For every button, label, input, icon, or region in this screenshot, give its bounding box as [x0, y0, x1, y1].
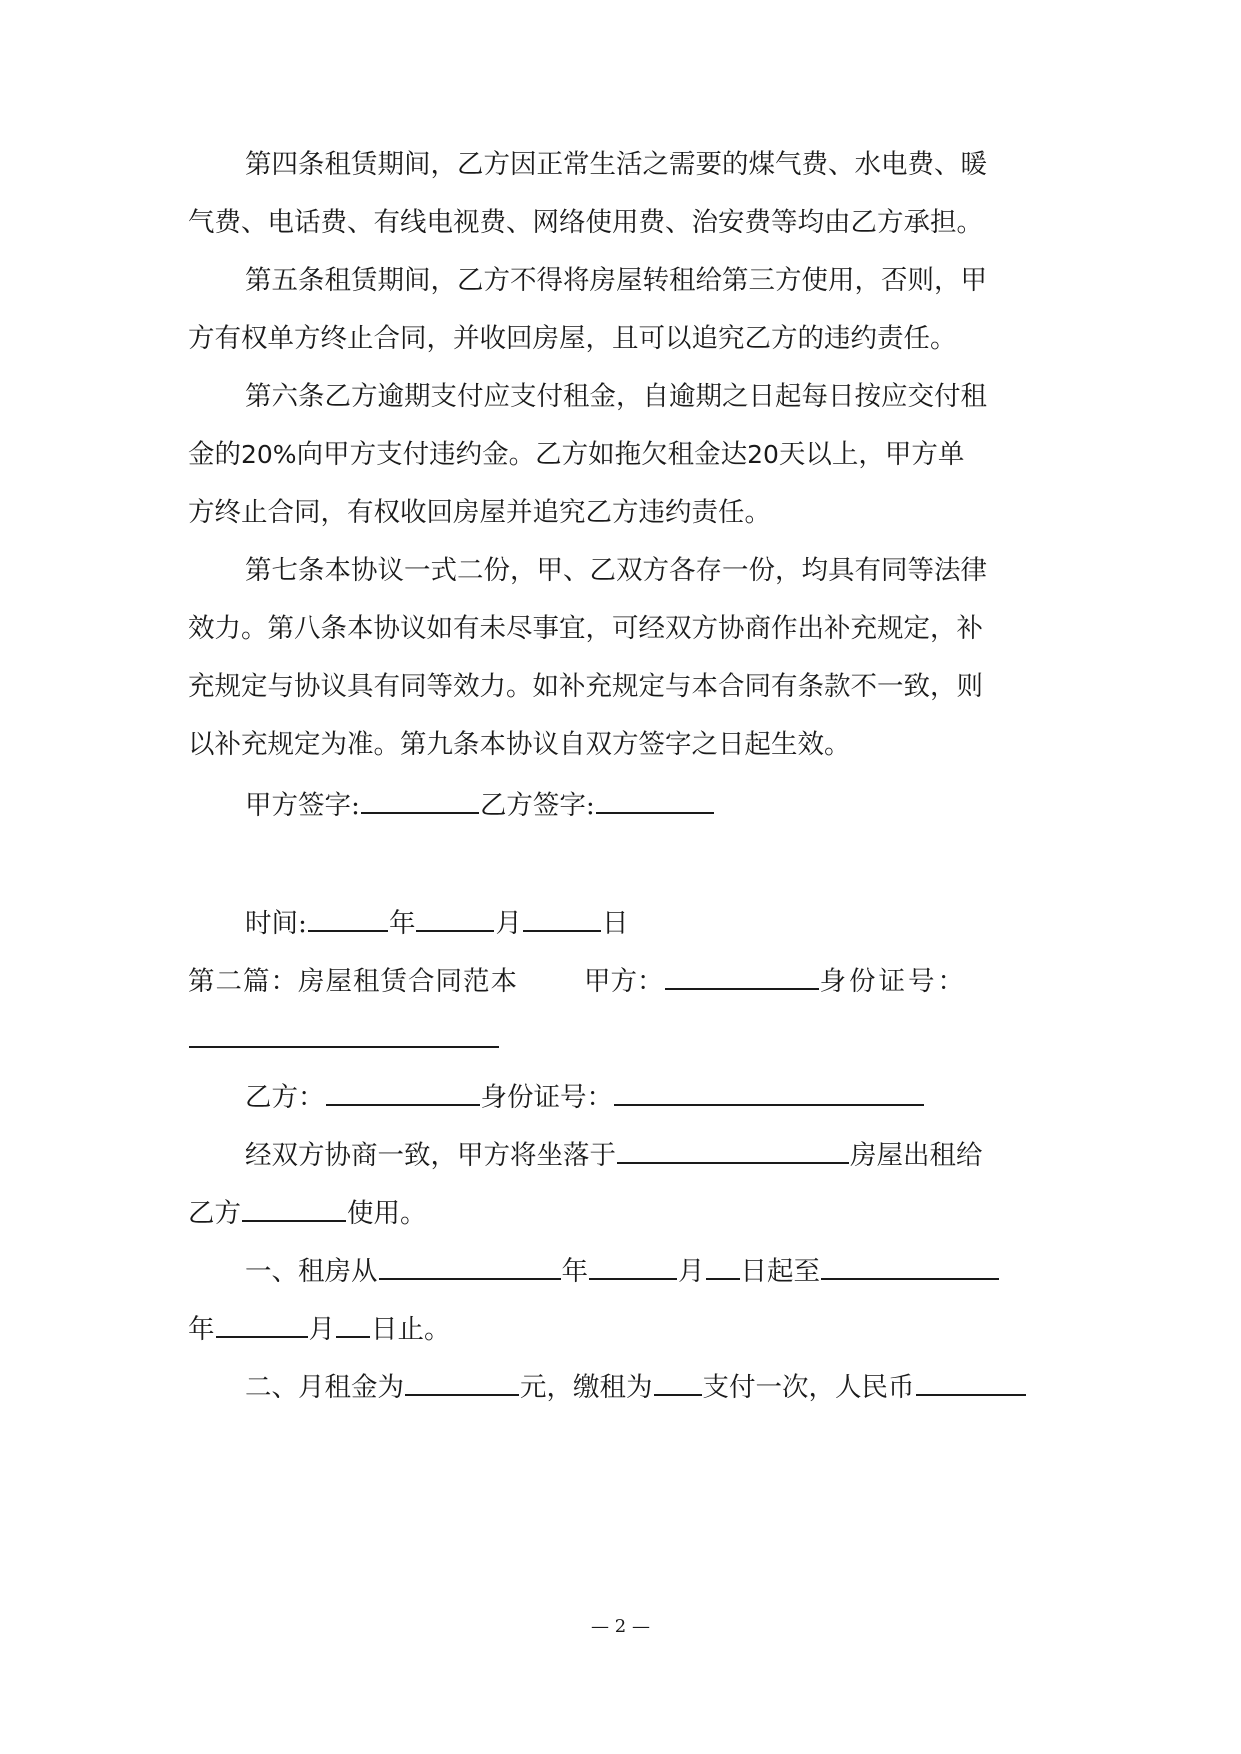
usage-blank[interactable]	[242, 1194, 346, 1222]
article5-line1: 第五条租赁期间，乙方不得将房屋转租给第三方使用，否则，甲	[245, 265, 987, 296]
term-text-a: 一、租房从	[245, 1256, 378, 1287]
rent-text-b: 元，缴租为	[520, 1372, 653, 1403]
date-label: 时间:	[245, 908, 307, 939]
agreement-text-b: 房屋出租给	[850, 1140, 983, 1171]
article6-line3: 方终止合同，有权收回房屋并追究乙方违约责任。	[188, 497, 771, 528]
term-month-label: 月	[678, 1256, 705, 1287]
party-a-signature-label: 甲方签字:	[245, 790, 360, 821]
second-party-a-label: 甲方：	[584, 966, 664, 997]
agreement-text-d: 使用。	[347, 1198, 427, 1229]
term2-month-label: 月	[308, 1314, 335, 1345]
term2-year-label: 年	[188, 1314, 215, 1345]
monthly-rent-blank[interactable]	[405, 1368, 519, 1396]
rent-line	[245, 1368, 1027, 1402]
second-party-b-label: 乙方：	[245, 1082, 325, 1113]
signature-line	[245, 786, 715, 820]
term-end-day-blank[interactable]	[336, 1310, 370, 1338]
date-day-blank[interactable]	[523, 904, 601, 932]
second-party-b-blank[interactable]	[326, 1078, 480, 1106]
term-end-month-blank[interactable]	[216, 1310, 308, 1338]
term-start-month-blank[interactable]	[589, 1252, 677, 1280]
date-year-blank[interactable]	[308, 904, 388, 932]
second-party-b-id-blank[interactable]	[614, 1078, 924, 1106]
article7-line3: 充规定与协议具有同等效力。如补充规定与本合同有条款不一致，则	[188, 671, 983, 702]
article4-line1: 第四条租赁期间，乙方因正常生活之需要的煤气费、水电费、暖	[245, 149, 987, 180]
article6-line2: 金的20%向甲方支付违约金。乙方如拖欠租金达20天以上，甲方单	[188, 439, 965, 470]
rent-text-a: 二、月租金为	[245, 1372, 404, 1403]
term-day-from-label: 日起至	[740, 1256, 820, 1287]
second-party-b-id-label: 身份证号：	[480, 1082, 613, 1113]
agreement-text-a: 经双方协商一致，甲方将坐落于	[245, 1140, 616, 1171]
agreement-text-c: 乙方	[188, 1198, 241, 1229]
second-contract-heading-line	[188, 962, 1058, 996]
term-line1	[245, 1252, 1000, 1286]
party-a-signature-blank[interactable]	[361, 786, 479, 814]
party-b-signature-label: 乙方签字:	[479, 790, 595, 821]
year-label: 年	[388, 908, 416, 939]
second-id-label: 身份证号：	[819, 966, 967, 997]
article7-line2: 效力。第八条本协议如有未尽事宜，可经双方协商作出补充规定，补	[188, 613, 983, 644]
term-end-year-blank[interactable]	[821, 1252, 999, 1280]
day-label: 日	[601, 908, 629, 939]
article6-line1: 第六条乙方逾期支付应支付租金，自逾期之日起每日按应交付租	[245, 381, 987, 412]
rmb-amount-blank[interactable]	[916, 1368, 1026, 1396]
second-party-a-id-blank[interactable]	[189, 1020, 499, 1048]
agreement-line2	[188, 1194, 427, 1228]
term2-day-label: 日止。	[371, 1314, 451, 1345]
article5-line2: 方有权单方终止合同，并收回房屋，且可以追究乙方的违约责任。	[188, 323, 957, 354]
article7-line4: 以补充规定为准。第九条本协议自双方签字之日起生效。	[188, 729, 851, 760]
second-id-blank-line	[188, 1020, 500, 1054]
article4-line2: 气费、电话费、有线电视费、网络使用费、治安费等均由乙方承担。	[188, 207, 983, 238]
date-month-blank[interactable]	[416, 904, 494, 932]
page-number: — 2 —	[591, 1616, 650, 1637]
term-line2	[188, 1310, 451, 1344]
agreement-line1	[245, 1136, 983, 1170]
date-line	[245, 904, 628, 938]
month-label: 月	[495, 908, 522, 939]
rent-text-c: 支付一次，人民币	[702, 1372, 915, 1403]
term-year-label: 年	[561, 1256, 588, 1287]
second-party-b-line	[245, 1078, 925, 1112]
term-start-year-blank[interactable]	[379, 1252, 561, 1280]
property-location-blank[interactable]	[617, 1136, 849, 1164]
second-contract-heading: 第二篇：房屋租赁合同范本	[188, 966, 518, 997]
term-start-day-blank[interactable]	[706, 1252, 740, 1280]
article7-line1: 第七条本协议一式二份，甲、乙双方各存一份，均具有同等法律	[245, 555, 987, 586]
second-party-a-blank[interactable]	[665, 962, 819, 990]
party-b-signature-blank[interactable]	[596, 786, 714, 814]
payment-period-blank[interactable]	[654, 1368, 702, 1396]
